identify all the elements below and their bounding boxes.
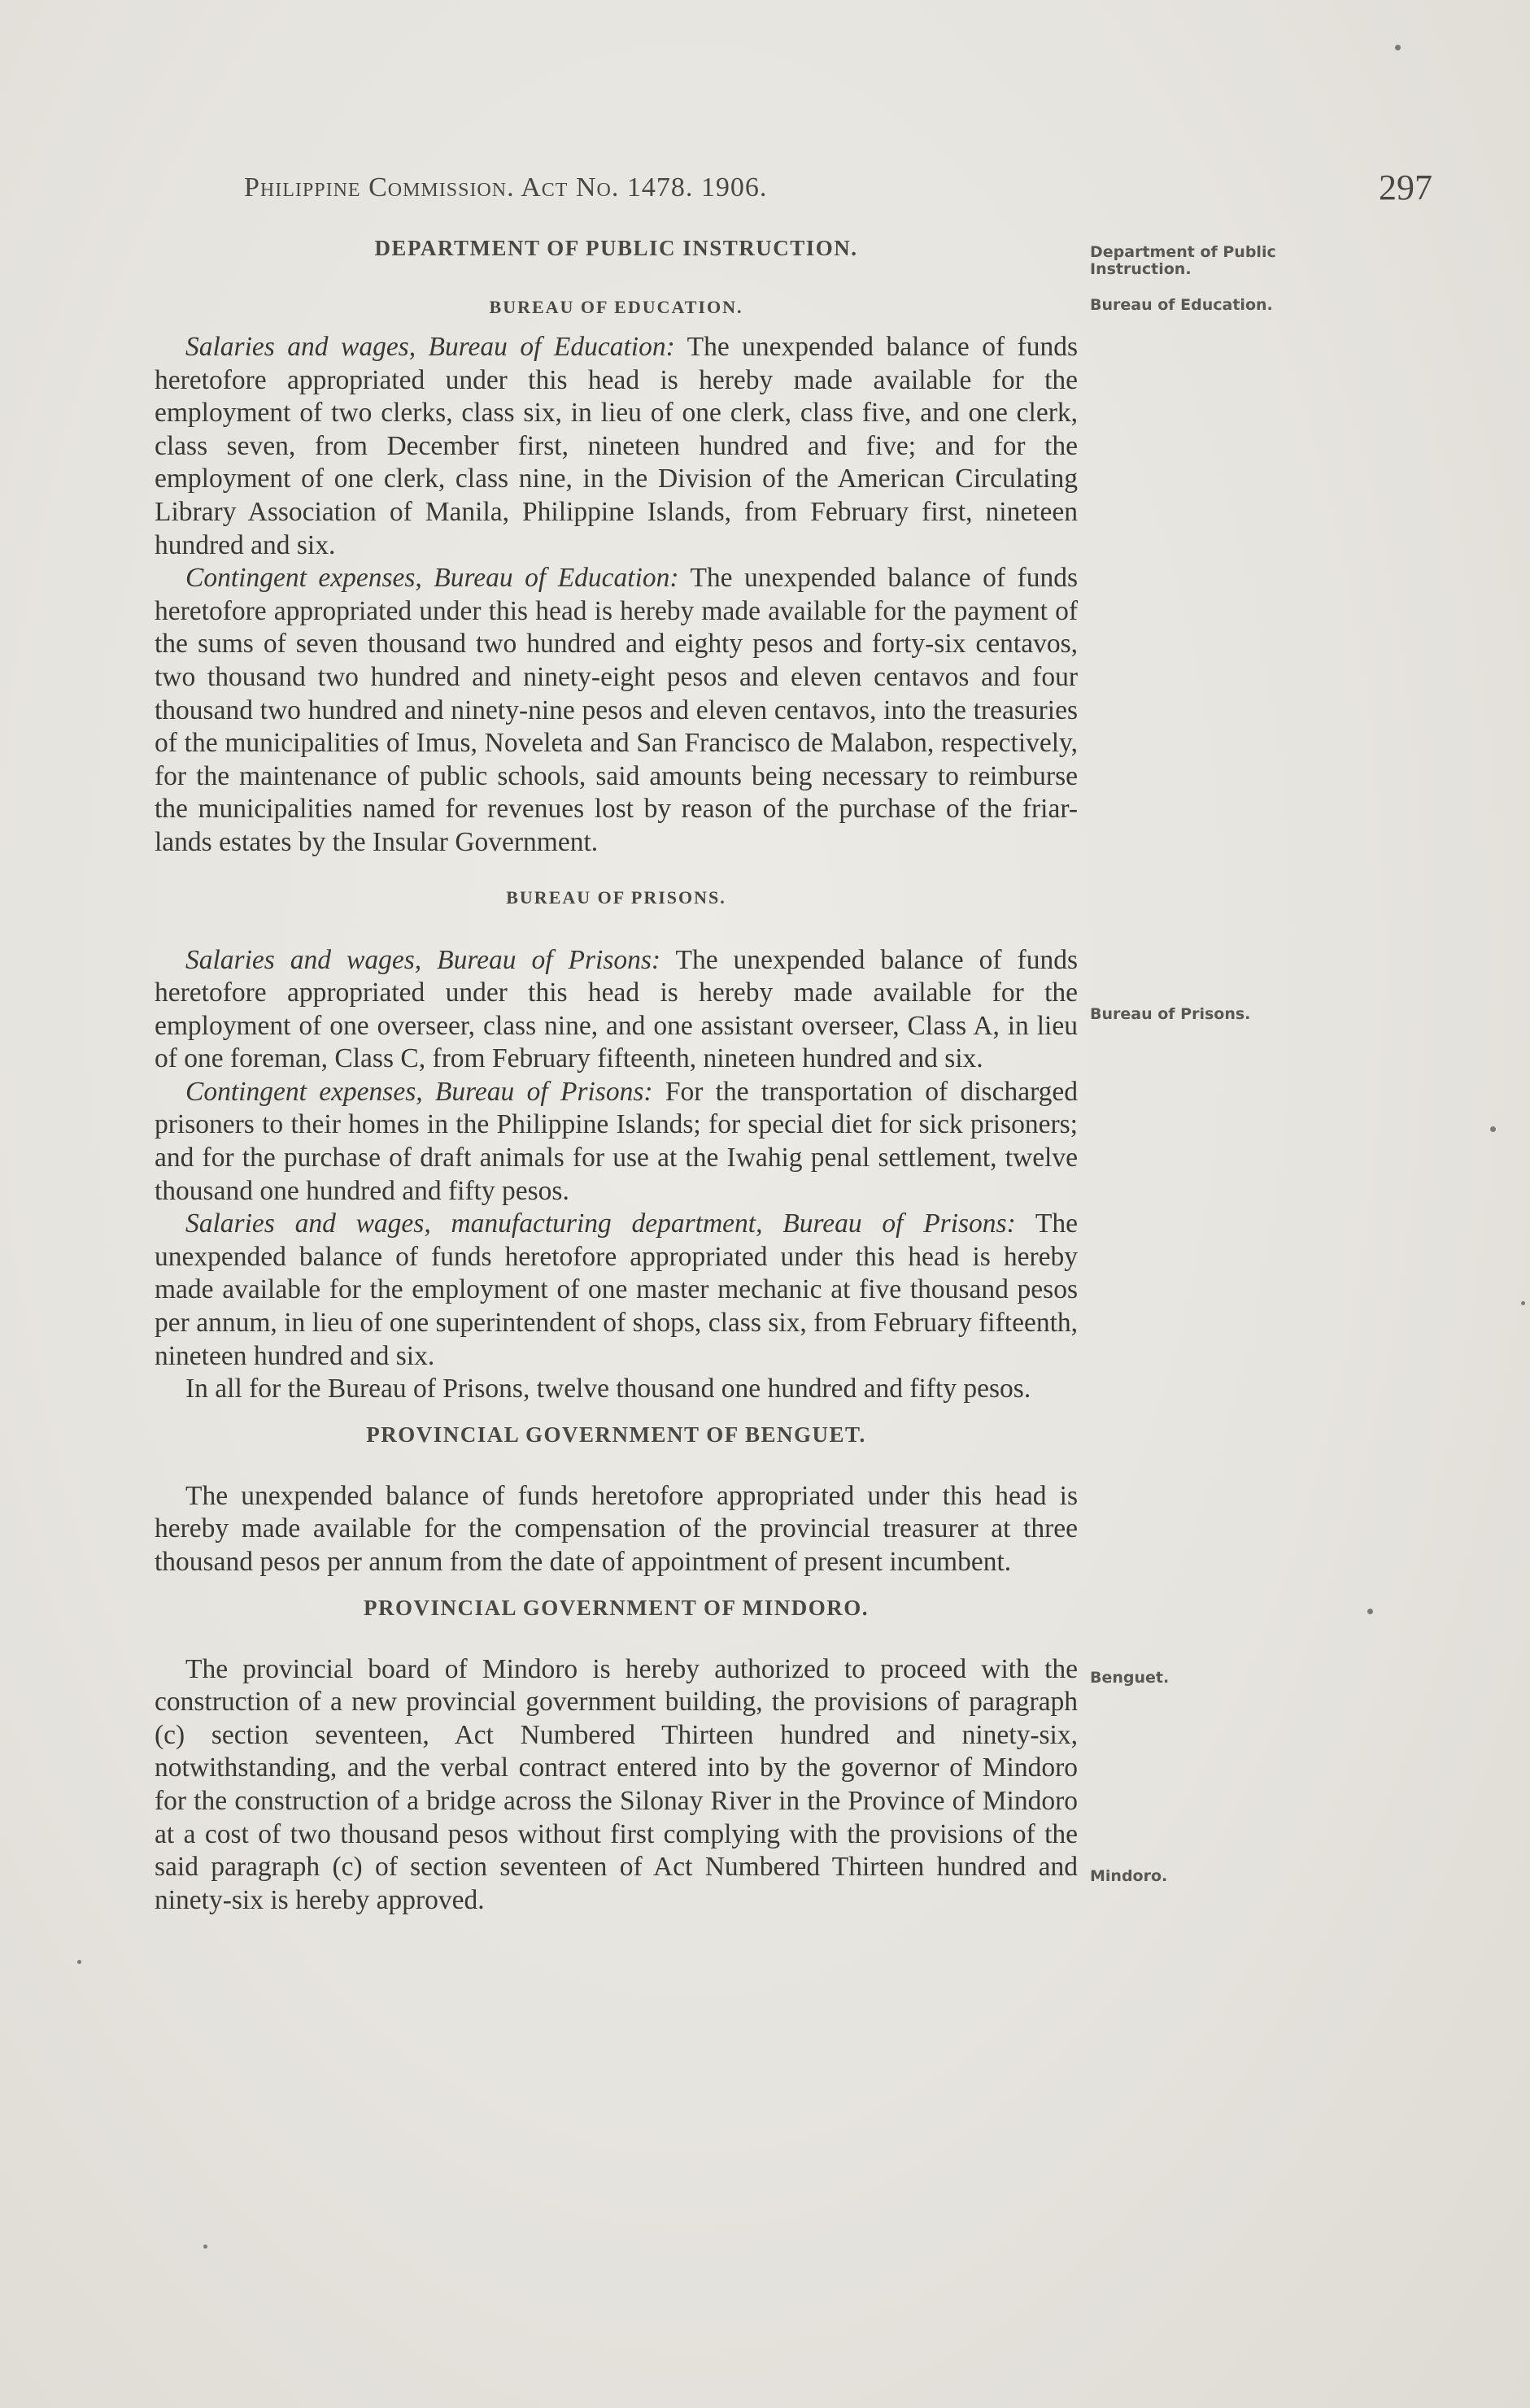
mindoro-paragraph: The provincial board of Mindoro is hereby authorized to proceed with the construction of a new provincial government building, the provisions of paragraph (c) section seventeen, Act Numbered Thirteen hundred and ninety-six, notwithstanding, and the verbal contract entered into by the governor of Mindoro for the construction of a bridge across the Silonay River in the Province of Mindoro at a cost of two thousand pesos without first complying with the provisions of the said paragraph (c) of section seventeen of Act Numbered Thirteen hundred and ninety-six is hereby approved.: [155, 1653, 1078, 1915]
prisons-contingent-paragraph: [155, 1076, 1078, 1208]
scan-speck: [1395, 45, 1401, 50]
mindoro-heading: PROVINCIAL GOVERNMENT OF MINDORO.: [363, 1595, 870, 1620]
education-contingent-lead: Contingent expenses, Bureau of Education:: [185, 563, 679, 594]
scan-speck: [1490, 1126, 1496, 1132]
scan-speck: [1367, 1609, 1373, 1614]
margin-note-prisons: Bureau of Prisons.: [1090, 1005, 1251, 1023]
education-salaries-text: The unexpended balance of funds heretofore appropriated under this head is hereby made available for the employment of two clerks, class six, in lieu of one clerk, class five, and one clerk, class seven, from December first, nineteen hundred and five; and for the employment of one clerk, class nine, in the Division of the American Circulating Library Association of Manila, Philippine Islands, from February first, nineteen hundred and six.: [155, 332, 1078, 560]
prisons-contingent-lead: Contingent expenses, Bureau of Prisons:: [185, 1076, 653, 1107]
scan-speck: [77, 1960, 81, 1964]
margin-note-benguet: Benguet.: [1090, 1669, 1170, 1687]
running-head: Philippine Commission. Act No. 1478. 1906.: [244, 172, 768, 202]
scan-speck: [1521, 1301, 1525, 1305]
prisons-manufacturing-lead: Salaries and wages, manufacturing department, Bureau of Prisons:: [185, 1208, 1016, 1239]
prisons-manufacturing-paragraph: [155, 1208, 1078, 1373]
scan-speck: [203, 2245, 207, 2249]
education-salaries-lead: Salaries and wages, Bureau of Education:: [185, 332, 675, 362]
benguet-heading: PROVINCIAL GOVERNMENT OF BENGUET.: [366, 1422, 866, 1447]
prisons-manufacturing-text: The unexpended balance of funds heretofore appropriated under this head is hereby made available for the employment of one master mechanic at five thousand pesos per annum, in lieu of one superintendent of shops, class six, from February fifteenth, nineteen hundred and six.: [155, 1208, 1078, 1371]
bureau-prisons-heading: BUREAU OF PRISONS.: [506, 886, 726, 908]
prisons-contingent-text: For the transportation of discharged prisoners to their homes in the Philippine Islands; for special diet for sick prisoners; and for the purchase of draft animals for use at the Iwahig penal settlement, twelve thousand one hundred and fifty pesos.: [155, 1076, 1078, 1206]
bureau-education-heading: BUREAU OF EDUCATION.: [489, 297, 743, 317]
education-contingent-paragraph: [155, 562, 1078, 859]
prisons-salaries-lead: Salaries and wages, Bureau of Prisons:: [185, 944, 661, 975]
benguet-paragraph: The unexpended balance of funds heretofore appropriated under this head is hereby made available for the compensation of the provincial treasurer at three thousand pesos per annum from the date of appointment of present incumbent.: [155, 1480, 1078, 1577]
prisons-total-paragraph: In all for the Bureau of Prisons, twelve thousand one hundred and fifty pesos.: [185, 1374, 1031, 1404]
department-heading: DEPARTMENT OF PUBLIC INSTRUCTION.: [374, 236, 858, 260]
margin-note-mindoro: Mindoro.: [1090, 1867, 1168, 1885]
education-salaries-paragraph: [155, 331, 1078, 562]
prisons-salaries-text: The unexpended balance of funds heretofore appropriated under this head is hereby made available for the employment of one overseer, class nine, and one assistant overseer, Class A, in lieu of one foreman, Class C, from February fifteenth, nineteen hundred and six.: [155, 944, 1078, 1074]
page-number: 297: [1379, 168, 1432, 207]
margin-note-education: Bureau of Education.: [1090, 296, 1273, 314]
prisons-salaries-paragraph: [155, 944, 1078, 1076]
margin-note-department: Department of Public Instruction.: [1090, 243, 1276, 278]
main-text-column: [155, 236, 1078, 1917]
education-contingent-text: The unexpended balance of funds heretofore appropriated under this head is hereby made available for the payment of the sums of seven thousand two hundred and eighty pesos and forty-six centavos, two thousand two hundred and ninety-eight pesos and eleven centavos and four thousand two hundred and ninety-nine pesos and eleven centavos, into the treasuries of the municipalities of Imus, Noveleta and San Francisco de Malabon, respectively, for the maintenance of public schools, said amounts being necessary to reimburse the municipalities named for revenues lost by reason of the purchase of the friar-lands estates by the Insular Government.: [155, 563, 1078, 857]
